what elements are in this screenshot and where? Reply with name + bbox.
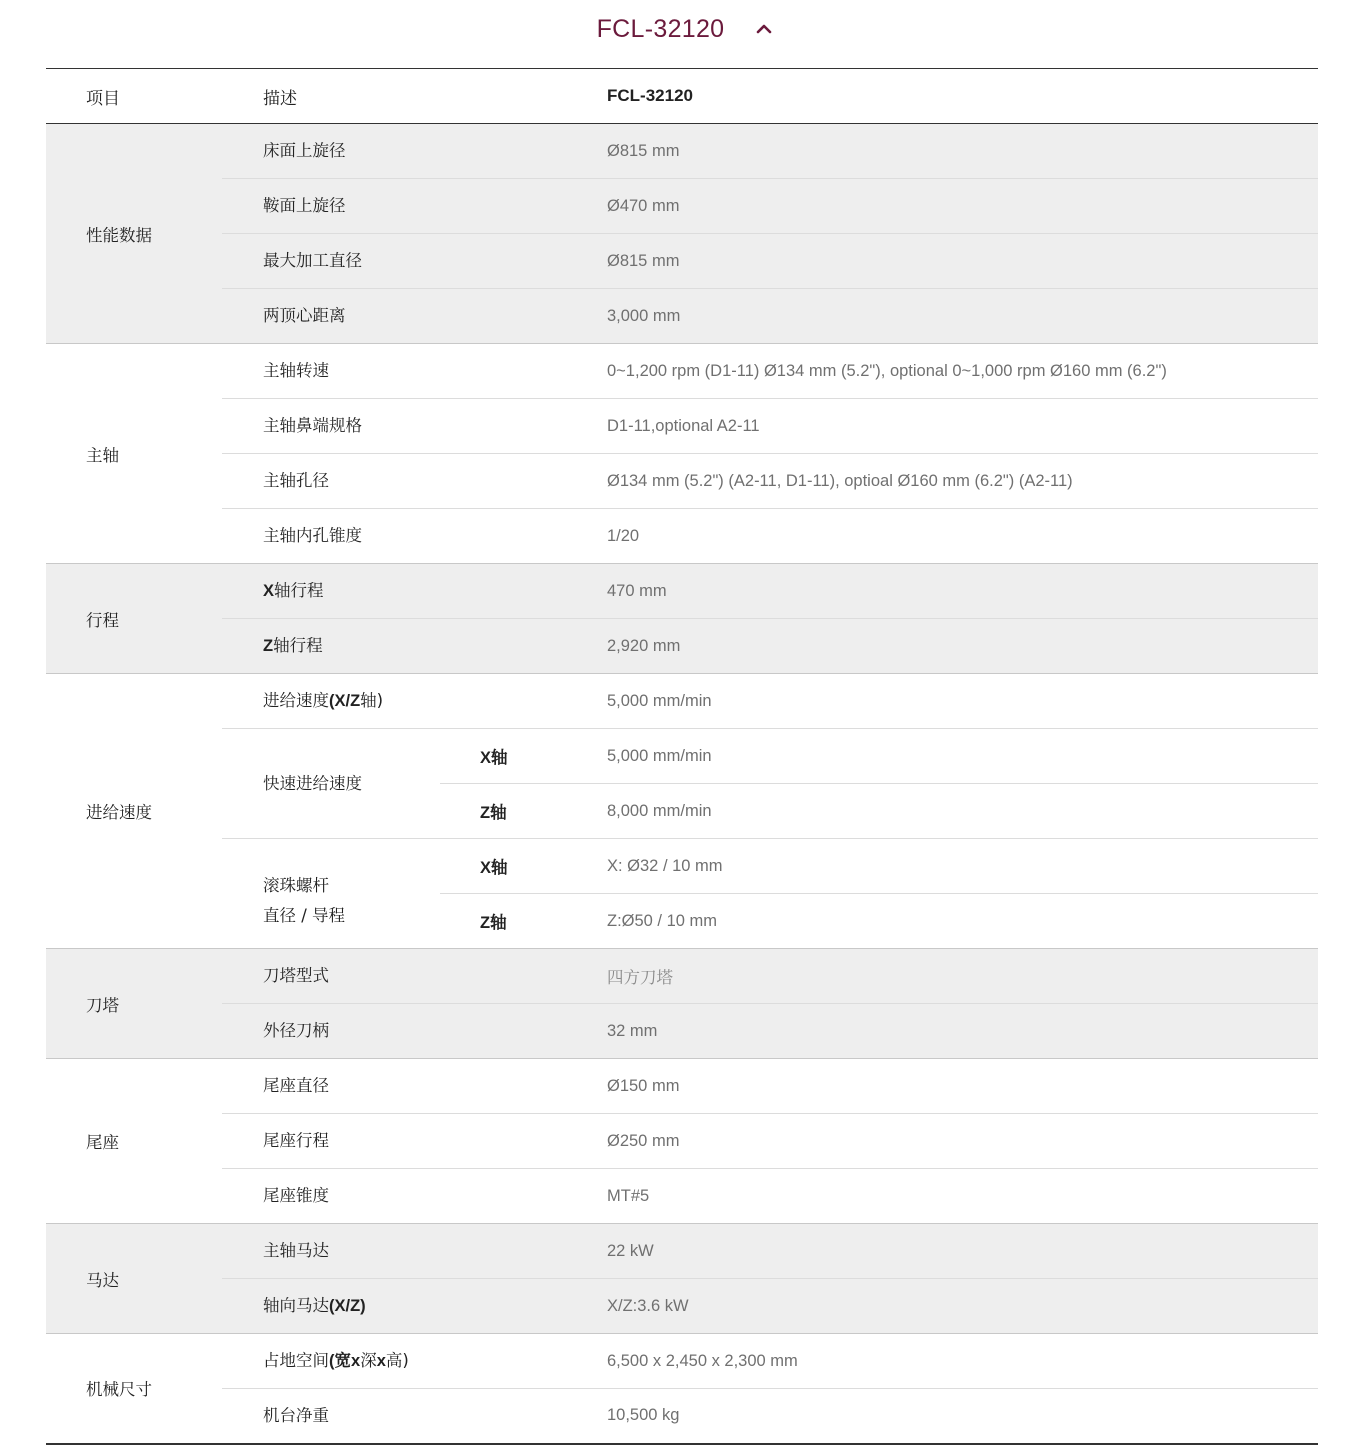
row-value: Ø250 mm	[607, 1114, 1318, 1169]
header-model: FCL-32120	[607, 69, 1318, 124]
table-row	[46, 1389, 1318, 1444]
row-value: 1/20	[607, 509, 1318, 564]
axis-label	[440, 729, 607, 784]
label-bold: x	[376, 1352, 386, 1370]
row-label: 主轴转速	[222, 344, 607, 399]
row-label: 最大加工直径	[222, 234, 607, 289]
row-value: 10,500 kg	[607, 1406, 680, 1425]
row-label	[222, 1334, 607, 1389]
label-line: 滚珠螺杆	[263, 875, 329, 895]
row-value: X/Z:3.6 kW	[607, 1279, 1318, 1334]
table-row	[46, 674, 1318, 729]
table-row	[46, 289, 1318, 344]
row-value: MT#5	[607, 1169, 1318, 1224]
row-label: 尾座直径	[222, 1059, 607, 1114]
table-row	[46, 399, 1318, 454]
row-value: Ø470 mm	[607, 179, 1318, 234]
table-row	[46, 839, 1318, 894]
row-label: 主轴马达	[222, 1224, 607, 1279]
table-row	[46, 1279, 1318, 1334]
axis-suffix: 轴	[490, 804, 507, 822]
axis-letter: Z	[480, 914, 491, 932]
row-value: D1-11,optional A2-11	[607, 399, 1318, 454]
row-label: 床面上旋径	[222, 124, 607, 179]
table-row	[46, 509, 1318, 564]
category-dimensions: 机械尺寸	[86, 1380, 152, 1400]
row-label	[222, 674, 607, 729]
label-line: 直径 / 导程	[263, 905, 346, 925]
axis-label	[440, 894, 607, 949]
row-label: 刀塔型式	[222, 949, 607, 1004]
axis-letter: Z	[480, 804, 491, 822]
row-label: 主轴孔径	[222, 454, 607, 509]
label-text: 轴)	[360, 691, 384, 710]
row-value: 8,000 mm/min	[607, 784, 1318, 839]
row-value: 5,000 mm/min	[607, 674, 1318, 729]
row-value: Z:Ø50 / 10 mm	[607, 894, 1318, 949]
table-row	[46, 454, 1318, 509]
row-label	[222, 619, 607, 674]
label-text: 进给速度	[263, 691, 329, 710]
row-value: Ø815 mm	[607, 234, 1318, 289]
chevron-up-icon[interactable]	[754, 19, 774, 39]
label-bold: x	[351, 1352, 361, 1370]
axis-letter: X	[263, 582, 275, 600]
table-row	[46, 234, 1318, 289]
category-spindle: 主轴	[46, 344, 222, 564]
table-header-row	[46, 69, 1318, 124]
row-value: 2,920 mm	[607, 619, 1318, 674]
table-row	[46, 1059, 1318, 1114]
row-value: 6,500 x 2,450 x 2,300 mm	[607, 1334, 1318, 1389]
axis-label	[440, 839, 607, 894]
label-bold: (宽	[329, 1352, 351, 1370]
table-row	[46, 124, 1318, 179]
row-label: 机台净重	[263, 1405, 329, 1425]
axis-suffix: 轴	[491, 749, 508, 767]
row-label: 两顶心距离	[222, 289, 607, 344]
row-value: Ø134 mm (5.2") (A2-11, D1-11), optioal Ø160 mm (6.2") (A2-11)	[607, 454, 1318, 509]
category-performance: 性能数据	[46, 124, 222, 344]
label-text: 高)	[385, 1351, 409, 1370]
row-label: 主轴内孔锥度	[222, 509, 607, 564]
spec-table	[46, 68, 1318, 1445]
row-value: 四方刀塔	[607, 949, 1318, 1004]
table-row	[46, 1224, 1318, 1279]
row-label	[222, 1279, 607, 1334]
label-text: 轴行程	[273, 636, 323, 655]
label-text: 深	[360, 1351, 377, 1370]
label-bold: (X/Z	[329, 692, 361, 710]
axis-suffix: 轴	[491, 859, 508, 877]
category-tailstock: 尾座	[46, 1059, 222, 1224]
row-value: 5,000 mm/min	[607, 729, 1318, 784]
axis-suffix: 轴	[490, 914, 507, 932]
row-label: 尾座锥度	[222, 1169, 607, 1224]
header-description: 描述	[222, 69, 607, 124]
row-value: 3,000 mm	[607, 289, 1318, 344]
axis-label	[440, 784, 607, 839]
row-value: 0~1,200 rpm (D1-11) Ø134 mm (5.2"), optional 0~1,000 rpm Ø160 mm (6.2")	[607, 344, 1318, 399]
row-value: Ø815 mm	[607, 124, 1318, 179]
category-turret: 刀塔	[46, 949, 222, 1059]
header-item: 项目	[46, 69, 222, 124]
spec-header	[0, 0, 1371, 58]
category-motor: 马达	[46, 1224, 222, 1334]
table-row	[46, 1334, 1318, 1389]
row-value: 32 mm	[607, 1004, 1318, 1059]
category-feed: 进给速度	[46, 674, 222, 949]
label-text: 占地空间	[263, 1351, 329, 1370]
row-value: 22 kW	[607, 1224, 1318, 1279]
table-row	[46, 1169, 1318, 1224]
table-row	[46, 1004, 1318, 1059]
axis-letter: Z	[263, 637, 274, 655]
row-label: 鞍面上旋径	[222, 179, 607, 234]
table-row	[46, 344, 1318, 399]
table-row	[46, 729, 1318, 784]
label-text: 轴向马达	[263, 1296, 329, 1315]
row-label: 外径刀柄	[222, 1004, 607, 1059]
row-value: X: Ø32 / 10 mm	[607, 839, 1318, 894]
label-bold: (X/Z)	[329, 1297, 366, 1315]
table-row	[46, 564, 1318, 619]
row-label	[222, 839, 440, 949]
row-label: 快速进给速度	[222, 729, 440, 839]
row-label: 尾座行程	[222, 1114, 607, 1169]
label-text: 轴行程	[274, 581, 324, 600]
row-label	[222, 564, 607, 619]
table-row	[46, 179, 1318, 234]
table-row	[46, 619, 1318, 674]
category-travel: 行程	[46, 564, 222, 674]
model-title: FCL-32120	[596, 14, 725, 43]
row-value: 470 mm	[607, 564, 1318, 619]
table-row	[46, 1114, 1318, 1169]
row-label: 主轴鼻端规格	[222, 399, 607, 454]
axis-letter: X	[480, 749, 492, 767]
axis-letter: X	[480, 859, 492, 877]
row-value: Ø150 mm	[607, 1059, 1318, 1114]
table-row	[46, 949, 1318, 1004]
